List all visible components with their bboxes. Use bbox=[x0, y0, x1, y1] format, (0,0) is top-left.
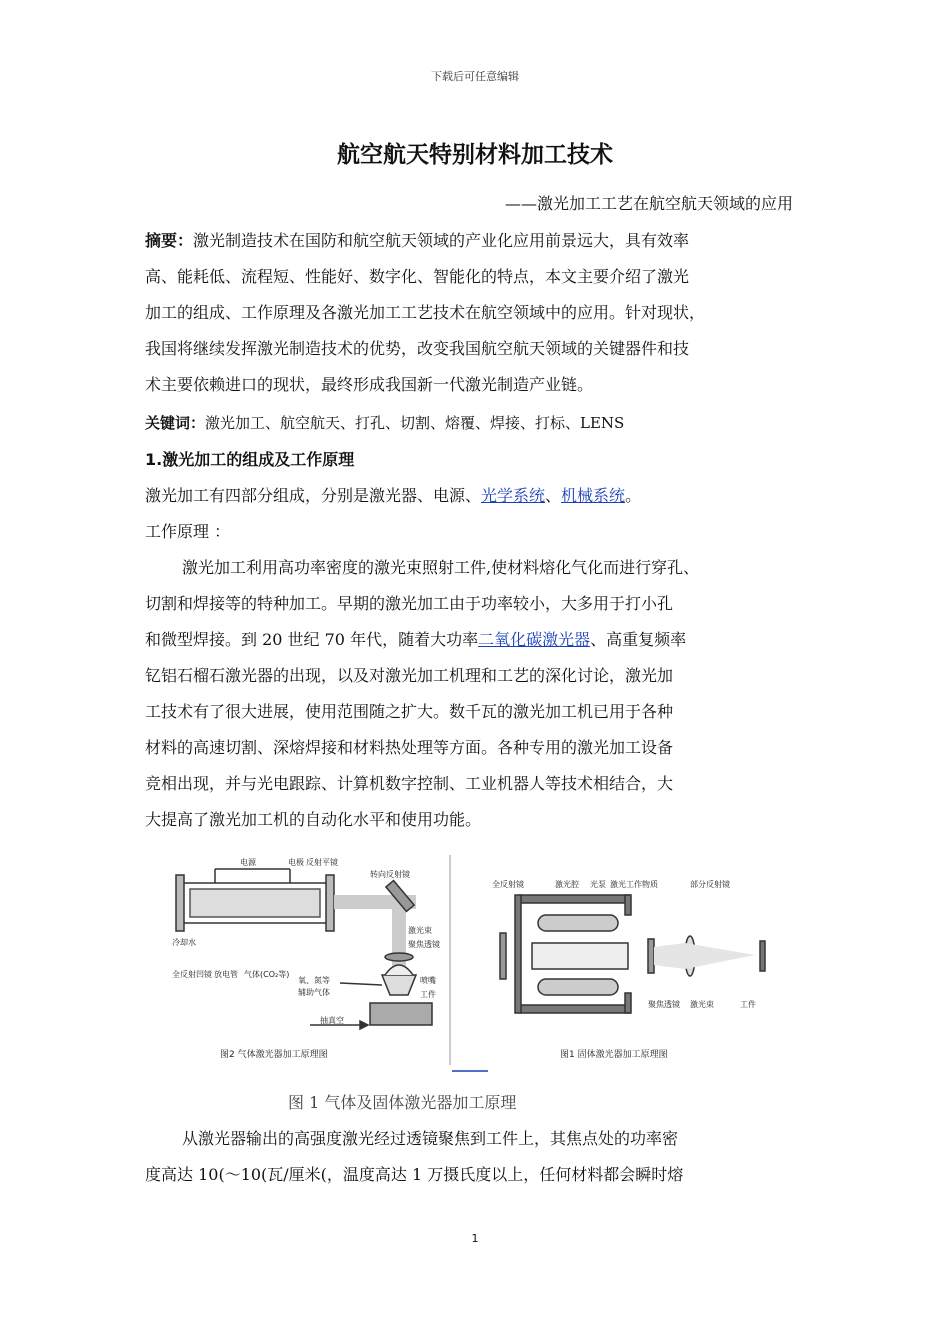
diagram-label: 激光束 bbox=[408, 926, 432, 935]
paragraph-line: 和微型焊接。到 20 世纪 70 年代，随着大功率二氧化碳激光器、高重复频率 bbox=[145, 630, 687, 649]
right-diagram-caption: 图1 固体激光器加工原理图 bbox=[560, 1050, 668, 1060]
diagram-label: 气体(CO₂等) bbox=[244, 970, 290, 979]
co2-laser-link[interactable]: 二氧化碳激光器 bbox=[478, 630, 591, 649]
page-header: 下载后可任意编辑 bbox=[431, 70, 519, 83]
abstract-label: 摘要： bbox=[145, 231, 194, 250]
abstract-line: 摘要：激光制造技术在国防和航空航天领域的产业化应用前景远大，具有效率 bbox=[145, 231, 690, 250]
paragraph-line: 从激光器输出的高强度激光经过透镜聚焦到工件上，其焦点处的功率密 bbox=[182, 1129, 679, 1148]
abstract-line: 我国将继续发挥激光制造技术的优势，改变我国航空航天领域的关键器件和技 bbox=[145, 339, 690, 358]
paragraph-line: 激光加工利用高功率密度的激光束照射工件,使材料熔化气化而进行穿孔、 bbox=[182, 558, 700, 577]
laser-diagram bbox=[170, 855, 780, 1075]
abstract-line: 高、能耗低、流程短、性能好、数字化、智能化的特点，本文主要介绍了激光 bbox=[145, 267, 690, 286]
diagram-label: 冷却水 bbox=[172, 938, 196, 947]
paragraph-line: 大提高了激光加工机的自动化水平和使用功能。 bbox=[145, 810, 482, 829]
laser-medium bbox=[532, 943, 628, 969]
paragraph-line: 竞相出现，并与光电跟踪、计算机数字控制、工业机器人等技术相结合，大 bbox=[145, 774, 674, 793]
diagram-label: 喷嘴 bbox=[420, 976, 436, 985]
gas-laser-diagram bbox=[176, 855, 450, 1065]
diagram-label: 全反射镜 bbox=[492, 880, 524, 889]
solid-laser-diagram bbox=[500, 895, 765, 1013]
full-mirror bbox=[500, 933, 506, 979]
document-subtitle: ——激光加工工艺在航空航天领域的应用 bbox=[504, 194, 793, 213]
diagram-label: 聚焦透镜 bbox=[648, 1000, 680, 1009]
diagram-label: 氧、氮等 bbox=[298, 976, 330, 985]
left-diagram-caption: 图2 气体激光器加工原理图 bbox=[220, 1050, 328, 1060]
diagram-label: 工件 bbox=[420, 990, 436, 999]
paragraph-line: 材料的高速切割、深熔焊接和材料热处理等方面。各种专用的激光加工设备 bbox=[145, 738, 674, 757]
diagram-label: 激光工作物质 bbox=[610, 880, 658, 889]
diagram-label: 抽真空 bbox=[320, 1016, 344, 1025]
optics-link[interactable]: 光学系统 bbox=[481, 486, 546, 505]
principle-label: 工作原理 ： bbox=[145, 522, 231, 541]
abstract-line: 术主要依赖进口的现状，最终形成我国新一代激光制造产业链。 bbox=[145, 375, 594, 394]
diagram-label: 激光束 bbox=[690, 1000, 714, 1009]
diagram-label: 全反射凹镜 bbox=[172, 970, 212, 979]
keywords-label: 关键词： bbox=[145, 414, 206, 432]
diagram-label: 辅助气体 bbox=[298, 988, 330, 997]
paragraph-line: 钇铝石榴石激光器的出现，以及对激光加工机理和工艺的深化讨论，激光加 bbox=[145, 666, 674, 685]
diagram-label: 工件 bbox=[740, 1000, 756, 1009]
diagram-label: 反射平镜 bbox=[306, 858, 338, 867]
figure-caption: 图 1 气体及固体激光器加工原理 bbox=[288, 1093, 517, 1112]
composition-line: 激光加工有四部分组成，分别是激光器、电源、光学系统、机械系统。 bbox=[145, 486, 642, 505]
partial-mirror bbox=[648, 939, 654, 973]
workpiece bbox=[370, 1003, 432, 1025]
mechanics-link[interactable]: 机械系统 bbox=[561, 486, 626, 505]
diagram-label: 转向反射镜 bbox=[370, 870, 410, 879]
paragraph-line: 切割和焊接等的特种加工。早期的激光加工由于功率较小，大多用于打小孔 bbox=[145, 594, 674, 613]
workpiece-right bbox=[760, 941, 765, 971]
diagram-label: 聚焦透镜 bbox=[408, 940, 440, 949]
document-title: 航空航天特别材料加工技术 bbox=[337, 142, 613, 168]
diagram-label: 激光腔 bbox=[555, 880, 579, 889]
diagram-label: 放电管 bbox=[214, 970, 238, 979]
abstract-line: 加工的组成、工作原理及各激光加工工艺技术在航空领域中的应用。针对现状， bbox=[145, 303, 706, 322]
diagram-label: 光泵 bbox=[590, 880, 606, 889]
paragraph-line: 度高达 10(～10(瓦/厘米(，温度高达 1 万摄氏度以上，任何材料都会瞬时熔 bbox=[145, 1165, 684, 1184]
diagram-label: 电源 bbox=[240, 858, 256, 867]
diagram-label: 部分反射镜 bbox=[690, 880, 730, 889]
laser-diagram-figure bbox=[170, 855, 780, 1075]
diagram-label: 电极 bbox=[288, 858, 304, 867]
keywords-line: 关键词：激光加工、航空航天、打孔、切割、熔覆、焊接、打标、LENS bbox=[145, 414, 625, 432]
section-heading: 1.激光加工的组成及工作原理 bbox=[145, 450, 355, 469]
paragraph-line: 工技术有了很大进展，使用范围随之扩大。数千瓦的激光加工机已用于各种 bbox=[145, 702, 674, 721]
page-number: 1 bbox=[471, 1232, 479, 1245]
